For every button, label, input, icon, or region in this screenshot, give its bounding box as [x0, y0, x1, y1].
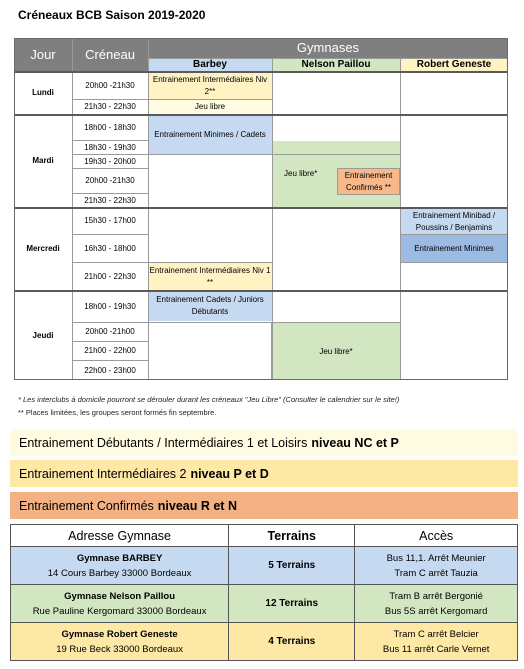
block-mardi-barbey: Entrainement Minimes / Cadets — [148, 115, 272, 155]
time-slot: 16h30 - 18h00 — [84, 243, 136, 253]
level-text: Entrainement Confirmés — [19, 498, 154, 513]
level-bold: niveau R et N — [157, 498, 237, 513]
day-mercredi: Mercredi — [26, 244, 60, 253]
table-row — [11, 585, 518, 623]
time-slot: 21h00 - 22h00 — [84, 346, 136, 355]
header-jour: Jour — [14, 38, 72, 72]
table-row — [11, 623, 518, 661]
day-lundi: Lundi — [32, 88, 54, 97]
time-slot: 19h30 - 20h00 — [84, 156, 136, 166]
address-table — [10, 524, 518, 661]
acces-cell: Tram B arrêt Bergonié Bus 5S arrêt Kergomard — [355, 585, 518, 623]
time-slot: 18h00 - 18h30 — [84, 122, 136, 132]
address-cell: Gymnase Robert Geneste 19 Rue Beck 33000 Bordeaux — [11, 623, 229, 661]
block-jeudi-nelson: Jeu libre* — [272, 323, 400, 380]
header-gymnases: Gymnases — [148, 38, 508, 58]
time-slot: 18h00 - 19h30 — [84, 301, 136, 311]
table-row — [11, 547, 518, 585]
header-creneau: Créneau — [72, 38, 148, 72]
address-cell: Gymnase BARBEY 14 Cours Barbey 33000 Bordeaux — [11, 547, 229, 585]
block-mardi-nelson: Jeu libre* — [272, 141, 400, 207]
block-mardi-confirmes: Entrainement Confirmés ** — [337, 168, 400, 195]
terrains-cell: 4 Terrains — [229, 623, 355, 661]
acces-cell: Tram C arrêt Belcier Bus 11 arrêt Carle Vernet — [355, 623, 518, 661]
block-lundi-barbey-2: Jeu libre — [148, 100, 272, 114]
time-slot: 20h00 -21h00 — [85, 327, 135, 336]
acces-cell: Bus 11,1. Arrêt Meunier Tram C arrêt Tauzia — [355, 547, 518, 585]
level-text: Entrainement Débutants / Intermédiaires 1 et Loisirs — [19, 435, 308, 450]
page-title: Créneaux BCB Saison 2019-2020 — [18, 8, 206, 22]
level-text: Entrainement Intermédiaires 2 — [19, 466, 187, 481]
terrains-cell: 12 Terrains — [229, 585, 355, 623]
day-jeudi: Jeudi — [32, 330, 54, 340]
level-bold: niveau NC et P — [311, 435, 399, 450]
time-slot: 20h00 -21h30 — [85, 176, 135, 185]
note-interclubs: * Les interclubs à domicile pourront se dérouler durant les créneaux "Jeu Libre" (Consulter le calendrier sur le site!) — [18, 395, 400, 404]
header-barbey: Barbey — [148, 58, 272, 72]
level-bold: niveau P et D — [190, 466, 269, 481]
header-robert: Robert Geneste — [400, 58, 508, 72]
header-nelson: Nelson Paillou — [272, 58, 400, 72]
level-bar-debutants — [10, 429, 518, 456]
level-bar-confirmes — [10, 492, 518, 519]
time-slot: 18h30 - 19h30 — [84, 142, 136, 152]
schedule-table — [14, 38, 508, 380]
header-terrains: Terrains — [229, 525, 355, 547]
address-cell: Gymnase Nelson Paillou Rue Pauline Kergomard 33000 Bordeaux — [11, 585, 229, 623]
header-acces: Accès — [355, 525, 518, 547]
day-mardi: Mardi — [32, 156, 54, 165]
time-slot: 15h30 - 17h00 — [84, 216, 136, 225]
block-lundi-barbey-1: Entrainement Intermédiaires Niv 2** — [148, 72, 272, 100]
block-jeudi-barbey: Entrainement Cadets / Juniors Débutants — [148, 291, 272, 321]
time-slot: 22h00 - 23h00 — [84, 365, 136, 375]
time-slot: 21h30 - 22h30 — [84, 195, 136, 205]
terrains-cell: 5 Terrains — [229, 547, 355, 585]
note-places: ** Places limitées, les groupes seront formés fin septembre. — [18, 408, 217, 417]
time-slot: 21h30 - 22h30 — [84, 102, 136, 111]
time-slot: 21h00 - 22h30 — [84, 271, 136, 281]
level-bar-intermediaires — [10, 460, 518, 487]
block-mercredi-robert-1: Entrainement Minibad / Poussins / Benjamins — [400, 208, 508, 235]
header-adresse: Adresse Gymnase — [11, 525, 229, 547]
block-mercredi-robert-2: Entrainement Minimes — [400, 235, 508, 262]
time-slot: 20h00 -21h30 — [85, 80, 135, 90]
block-mercredi-barbey: Entrainement Intermédiaires Niv 1 ** — [148, 263, 272, 290]
